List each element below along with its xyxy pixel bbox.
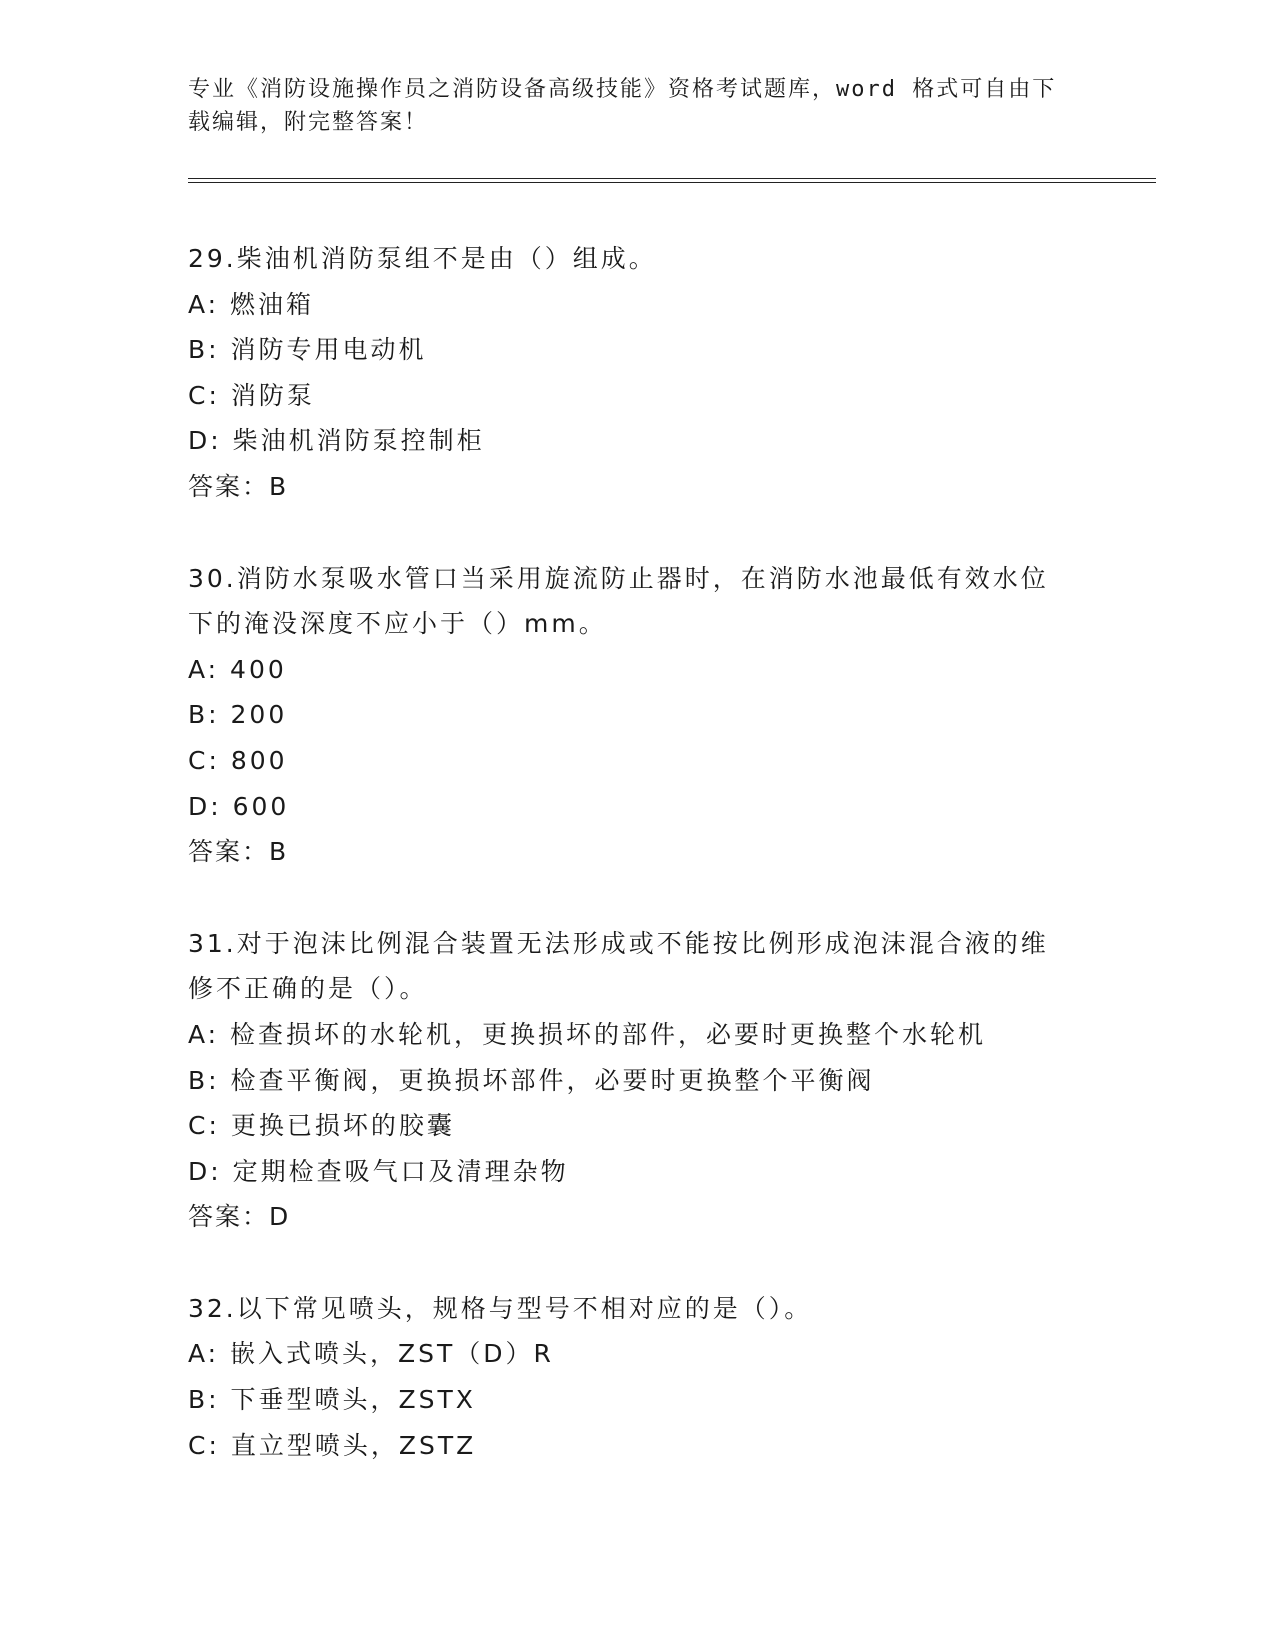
- option-a: A: 检查损坏的水轮机，更换损坏的部件，必要时更换整个水轮机: [188, 1019, 987, 1049]
- option-a: A: 400: [188, 654, 287, 684]
- option-d: D: 600: [188, 791, 290, 821]
- question-29: [188, 236, 1088, 510]
- option-b: B: 检查平衡阀，更换损坏部件，必要时更换整个平衡阀: [188, 1065, 875, 1095]
- question-stem-continued: 下的淹没深度不应小于（）mm。: [188, 609, 607, 639]
- answer: 答案：D: [188, 1202, 291, 1232]
- spacer: [188, 875, 1088, 921]
- document-header: [188, 73, 1068, 139]
- spacer: [188, 510, 1088, 556]
- option-d: D: 定期检查吸气口及清理杂物: [188, 1156, 569, 1186]
- question-stem: 32.以下常见喷头，规格与型号不相对应的是（）。: [188, 1293, 813, 1323]
- question-stem: 30.消防水泵吸水管口当采用旋流防止器时，在消防水池最低有效水位: [188, 563, 1049, 593]
- option-a: A: 燃油箱: [188, 289, 315, 319]
- question-31: [188, 921, 1088, 1240]
- option-b: B: 消防专用电动机: [188, 335, 427, 365]
- option-b: B: 下垂型喷头，ZSTX: [188, 1385, 476, 1415]
- header-line-2: 载编辑，附完整答案！: [188, 110, 429, 135]
- header-line-1: 专业《消防设施操作员之消防设备高级技能》资格考试题库，word 格式可自由下: [188, 77, 1057, 102]
- question-stem: 31.对于泡沫比例混合装置无法形成或不能按比例形成泡沫混合液的维: [188, 928, 1049, 958]
- question-32: [188, 1286, 1088, 1468]
- question-30: [188, 556, 1088, 875]
- option-c: C: 消防泵: [188, 380, 315, 410]
- option-c: C: 800: [188, 745, 288, 775]
- header-divider-bottom: [188, 182, 1156, 183]
- option-a: A: 嵌入式喷头，ZST（D）R: [188, 1339, 554, 1369]
- question-list: [188, 236, 1088, 1468]
- question-stem: 29.柴油机消防泵组不是由（）组成。: [188, 244, 657, 273]
- option-d: D: 柴油机消防泵控制柜: [188, 426, 485, 456]
- header-divider-top: [188, 178, 1156, 179]
- answer: 答案：B: [188, 471, 289, 501]
- answer: 答案：B: [188, 837, 289, 867]
- option-b: B: 200: [188, 700, 288, 730]
- option-c: C: 更换已损坏的胶囊: [188, 1111, 455, 1141]
- option-c: C: 直立型喷头，ZSTZ: [188, 1430, 477, 1460]
- spacer: [188, 1240, 1088, 1286]
- question-stem-continued: 修不正确的是（）。: [188, 974, 428, 1004]
